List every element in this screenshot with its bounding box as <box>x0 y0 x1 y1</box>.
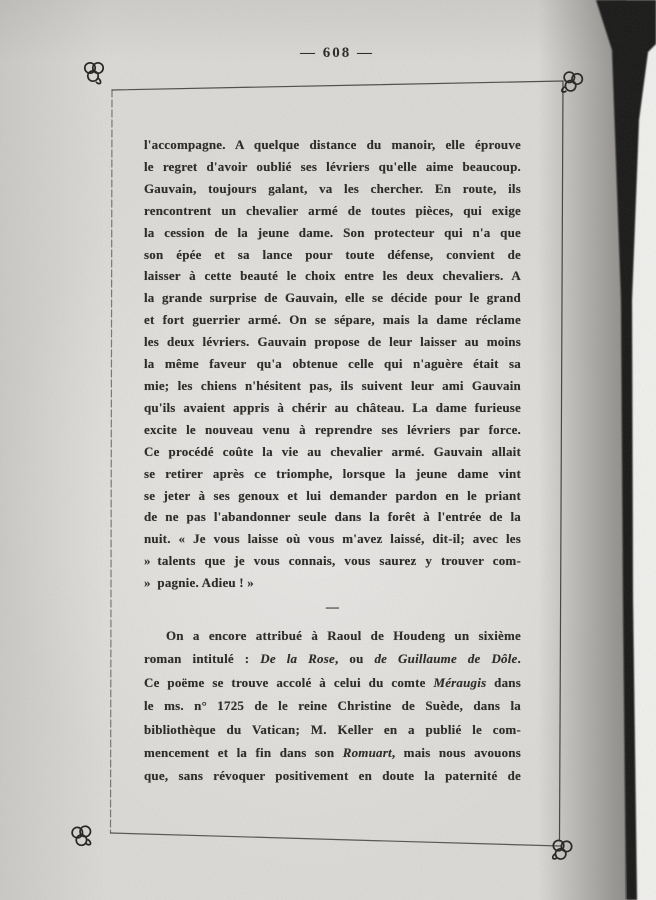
section-divider: — <box>325 599 340 615</box>
text-segment: de ne pas l'abandonner seule dans la forêt à l'entrée de la <box>144 509 521 525</box>
text-line <box>144 265 521 287</box>
text-line <box>144 287 521 309</box>
text-line <box>144 718 521 741</box>
loop-knot-icon <box>561 71 583 95</box>
text-segment: mencement et la fin dans son <box>144 745 343 761</box>
text-segment: dans <box>486 674 521 690</box>
text-line <box>144 397 521 419</box>
text-line <box>144 647 521 670</box>
text-line <box>144 441 521 463</box>
text-line <box>144 528 521 550</box>
loop-knot-icon <box>552 840 572 861</box>
text-segment: . <box>517 651 521 667</box>
text-line <box>144 222 521 244</box>
text-segment: se jeter à ses genoux et lui demander pardon en le priant <box>144 487 521 503</box>
cited-title: Méraugis <box>433 674 487 690</box>
page-edge-shadow <box>538 0 626 900</box>
text-line <box>144 353 521 375</box>
text-segment: que, sans révoquer positivement en doute la paternité de <box>144 768 521 784</box>
text-line <box>144 572 521 594</box>
paragraph <box>144 134 521 594</box>
text-segment: Ce poëme se trouve accolé à celui du comte <box>144 674 434 690</box>
text-segment: laisser à cette beauté le choix entre les deux chevaliers. A <box>144 268 521 284</box>
text-block <box>144 134 521 788</box>
text-line <box>144 550 521 572</box>
text-segment: On a encore attribué à Raoul de Houdeng un sixième <box>166 628 521 644</box>
text-segment: roman intitulé : <box>144 651 261 667</box>
text-segment: bibliothèque du Vatican; M. Keller en a publié le com- <box>144 721 521 737</box>
text-line <box>144 331 521 353</box>
loop-knot-icon <box>85 63 103 84</box>
text-segment: se retirer après ce triomphe, lorsque la jeune dame vint <box>144 465 521 481</box>
text-line <box>144 419 521 441</box>
loop-knot-icon <box>71 826 92 847</box>
text-segment: » pagnie. Adieu ! » <box>144 575 254 591</box>
cited-title: de Guillaume de Dôle <box>374 651 518 667</box>
text-segment: , mais nous avouons <box>391 745 521 761</box>
page-edge-black <box>596 0 656 900</box>
text-segment: Gauvain, toujours galant, va les chercher. En route, ils <box>144 180 521 196</box>
cited-title: De la Rose <box>260 651 335 667</box>
text-line <box>144 694 521 717</box>
page-number: — 608 — <box>300 45 374 61</box>
text-segment: son épée et sa lance pour toute défense, convient de <box>144 246 521 262</box>
text-line <box>144 244 521 266</box>
text-segment: Ce procédé coûte la vie au chevalier armé. Gauvain allait <box>144 443 521 459</box>
text-line <box>144 178 521 200</box>
text-segment: , ou <box>335 651 375 667</box>
text-line <box>144 156 521 178</box>
scanner-background <box>632 42 656 900</box>
cited-title: Romuart <box>342 745 392 761</box>
text-segment: le regret d'avoir oublié ses lévriers qu'elle aime beaucoup. <box>144 158 521 174</box>
text-segment: excite le nouveau venu à reprendre ses lévriers par force. <box>144 421 521 437</box>
text-segment: le ms. n° 1725 de le reine Christine de Suède, dans la <box>144 698 521 714</box>
text-segment: la cession de la jeune dame. Son protecteur qui n'a que <box>144 224 521 240</box>
text-segment: les deux lévriers. Gauvain propose de leur laisser au moins <box>144 334 521 350</box>
text-segment: mie; les chiens n'hésitent pas, ils suivent leur ami Gauvain <box>144 377 521 393</box>
text-line <box>144 200 521 222</box>
text-segment: » talents que je vous connais, vous saurez y trouver com- <box>144 553 521 569</box>
paragraph <box>144 624 521 788</box>
text-line <box>144 741 521 764</box>
text-line <box>144 506 521 528</box>
text-line <box>144 764 521 787</box>
text-line <box>144 463 521 485</box>
text-segment: l'accompagne. A quelque distance du manoir, elle éprouve <box>144 137 521 152</box>
text-line <box>144 375 521 397</box>
text-segment: rencontrent un chevalier armé de toutes pièces, qui exige <box>144 202 521 218</box>
text-line <box>144 485 521 507</box>
text-line <box>144 309 521 331</box>
text-segment: la grande surprise de Gauvain, elle se décide pour le grand <box>144 290 521 306</box>
text-line <box>144 134 521 156</box>
text-segment: et fort guerrier armé. On se sépare, mais la dame réclame <box>144 312 521 328</box>
text-line <box>144 624 521 647</box>
text-segment: nuit. « Je vous laisse où vous m'avez laissé, dit-il; avec les <box>144 531 521 547</box>
text-line <box>144 671 521 694</box>
text-segment: la même faveur qu'a obtenue celle qui n'aguère était sa <box>144 356 521 372</box>
text-segment: qu'ils avaient appris à chérir au château. La dame furieuse <box>144 399 521 415</box>
